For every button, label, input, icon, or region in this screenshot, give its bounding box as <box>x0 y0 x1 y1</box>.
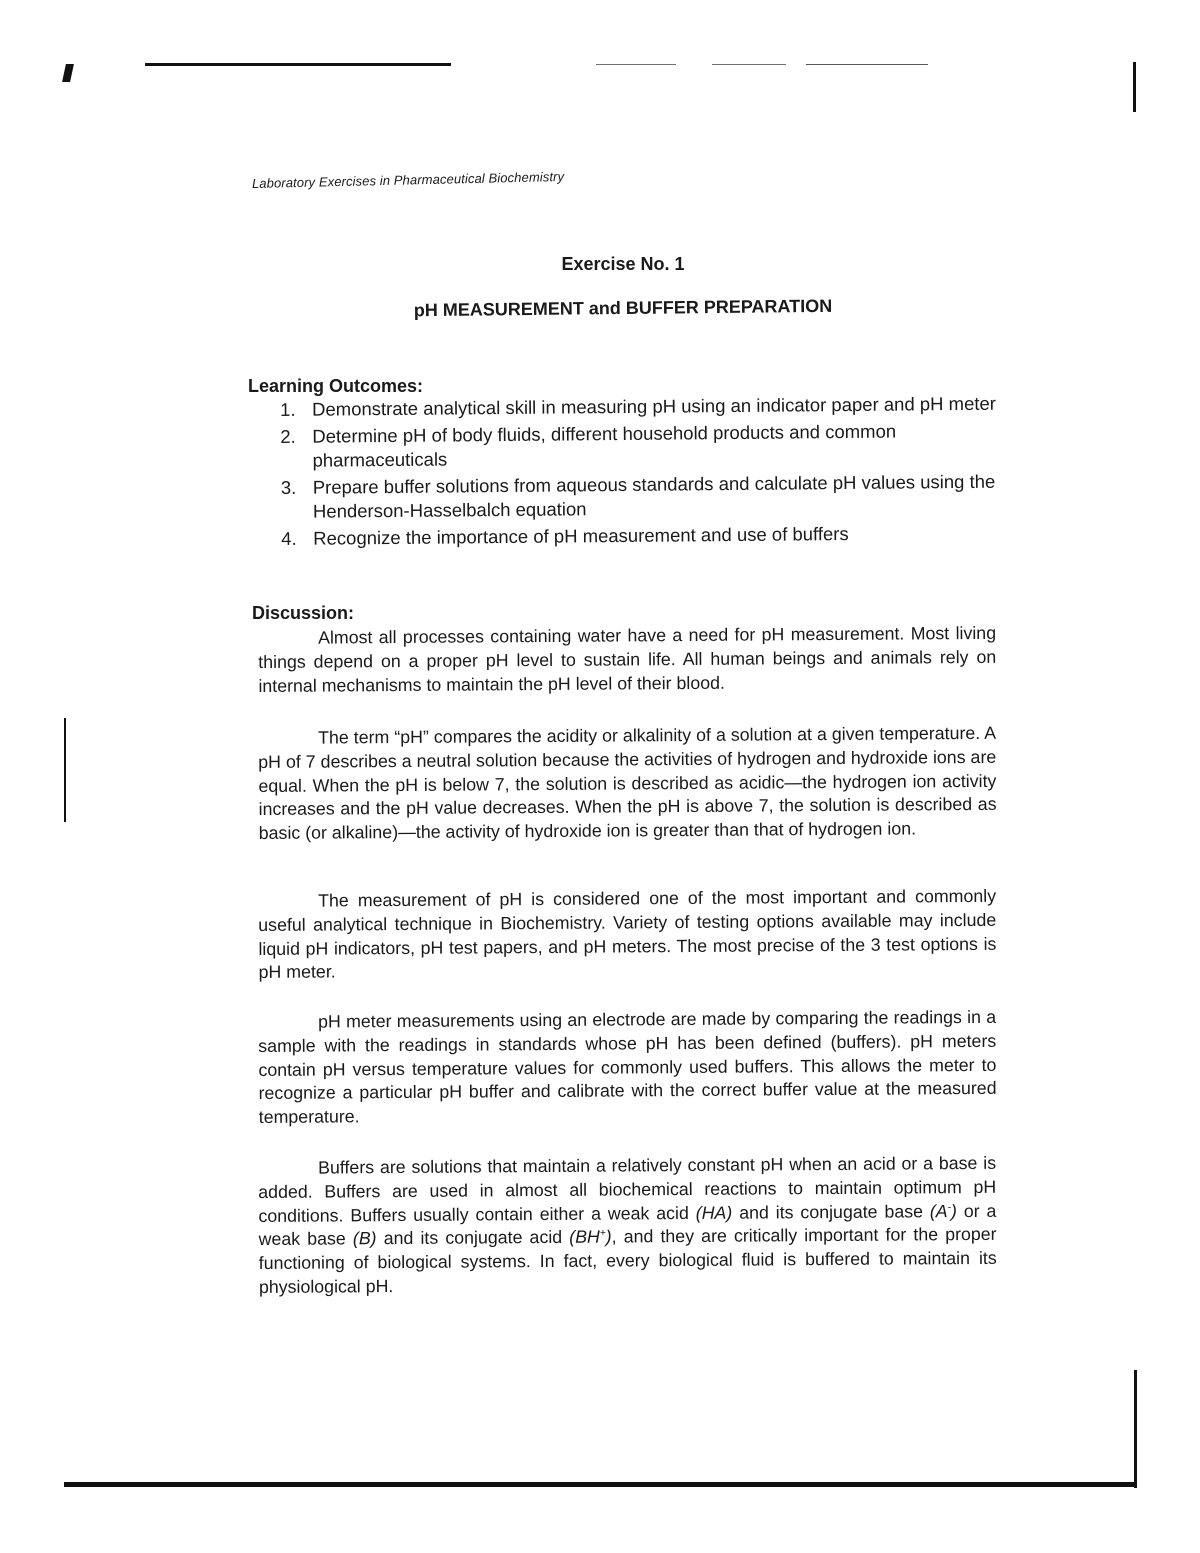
list-item-text: Prepare buffer solutions from aqueous standards and calculate pH values using the Henderson-Hasselbalch equation <box>312 470 996 522</box>
weak-acid-symbol: (HA) <box>695 1202 733 1223</box>
list-item <box>277 520 1007 551</box>
list-item-number: 4. <box>281 527 297 549</box>
discussion-paragraph-4: pH meter measurements using an electrode are made by comparing the readings in a sample with the readings in standards whose pH has been defined (buffers). pH meters contain pH versus temperature values for commonly used buffers. This allows the meter to recognize a particular pH buffer and calibrate with the correct buffer value at the measured temperature. <box>258 1006 997 1128</box>
paragraph-text: and its conjugate acid <box>376 1227 570 1249</box>
scan-rule-top-right-3 <box>806 64 928 65</box>
paragraph-text: and its conjugate base <box>732 1200 930 1223</box>
symbol-text: (A <box>929 1200 948 1221</box>
conjugate-base-symbol <box>930 1201 957 1221</box>
document-title: pH MEASUREMENT and BUFFER PREPARATION <box>413 295 833 321</box>
symbol-text: ) <box>605 1226 612 1247</box>
discussion-paragraph-2: The term “pH” compares the acidity or alkalinity of a solution at a given temperature. A pH of 7 describes a neutral solution because the activities of hydrogen and hydroxide ions are equal. When the pH is below 7, the solution is described as acidic—the hydrogen ion activity increases and the pH value decreases. When the pH is above 7, the solution is described as basic (or alkaline)—the activity of hydroxide ion is greater than that of hydrogen ion. <box>258 722 997 844</box>
conjugate-acid-symbol <box>569 1227 612 1247</box>
learning-outcomes-heading: Learning Outcomes: <box>248 376 424 396</box>
list-item-number: 1. <box>280 398 296 420</box>
scan-edge-right-top <box>1133 62 1136 112</box>
list-item-text: Determine pH of body fluids, different household products and common pharmaceuticals <box>312 420 897 471</box>
symbol-charge: - <box>947 1201 951 1213</box>
discussion-paragraph-3: The measurement of pH is considered one of the most important and commonly useful analytical technique in Biochemistry. Variety of testing options available may include liquid pH indicators, pH test papers, and pH meters. The most precise of the 3 test options is pH meter. <box>258 885 997 983</box>
symbol-text: ) <box>950 1200 957 1221</box>
list-item-text: Demonstrate analytical skill in measuring pH using an indicator paper and pH meter <box>312 392 996 420</box>
scan-rule-bottom <box>64 1482 1136 1487</box>
list-item <box>276 418 1006 473</box>
list-item-text: Recognize the importance of pH measurement and use of buffers <box>313 522 849 549</box>
paragraph-text: Buffers are solutions that maintain a relatively constant pH when an acid or a base is added. Buffers are used in almost all biochemical reactions to maintain optimum pH conditions. Buffers usually contain either a weak acid <box>258 1152 997 1226</box>
running-header: Laboratory Exercises in Pharmaceutical Biochemistry <box>251 168 565 191</box>
scan-rule-top-left <box>145 63 451 66</box>
discussion-paragraph-1: Almost all processes containing water have a need for pH measurement. Most living things depend on a proper pH level to sustain life. All human beings and animals rely on internal mechanisms to maintain the pH level of their blood. <box>258 622 997 696</box>
symbol-charge: + <box>599 1228 606 1240</box>
paragraph-text: or a weak base <box>258 1200 997 1250</box>
scan-rule-top-right-1 <box>596 64 676 65</box>
discussion-heading: Discussion: <box>252 603 355 623</box>
learning-outcomes-list <box>276 392 1007 553</box>
scan-edge-left <box>64 718 66 822</box>
symbol-text: (BH <box>569 1227 600 1248</box>
list-item <box>276 392 1006 423</box>
list-item-number: 2. <box>280 425 296 447</box>
weak-base-symbol: (B) <box>352 1228 377 1249</box>
scan-corner-mark-top-left <box>62 64 74 82</box>
scan-edge-right-bottom <box>1134 1370 1137 1488</box>
list-item <box>277 469 1007 524</box>
scan-rule-top-right-2 <box>712 64 786 65</box>
paragraph-text: , and they are critically important for the proper functioning of biological systems. In fact, every biological fluid is buffered to maintain its physiological pH. <box>258 1224 997 1297</box>
discussion-paragraph-5 <box>258 1152 997 1300</box>
exercise-number: Exercise No. 1 <box>561 254 685 274</box>
list-item-number: 3. <box>280 476 297 498</box>
